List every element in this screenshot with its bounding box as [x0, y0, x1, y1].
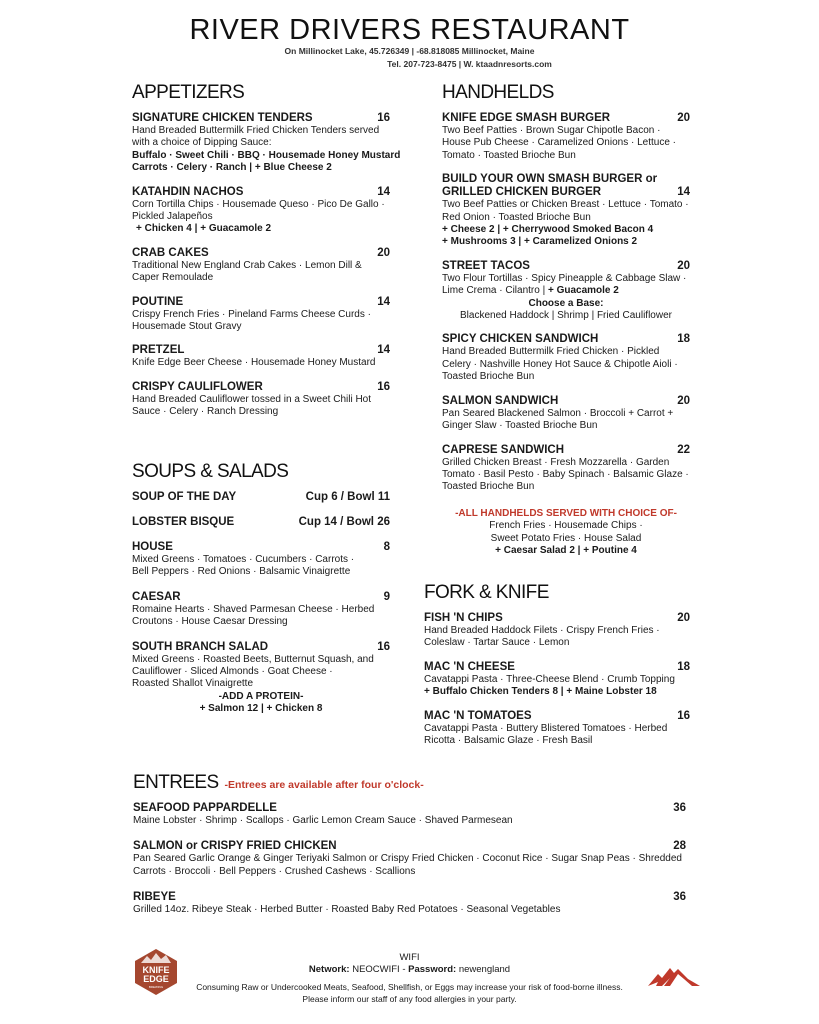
wifi-heading: WIFI [399, 952, 420, 963]
food-warning: Consuming Raw or Undercooked Meats, Seafood, Shellfish, or Eggs may increase your risk of food-borne illness. [196, 982, 623, 992]
item-description: Sauce · Celery · Ranch Dressing [132, 406, 279, 418]
section-title-text: SOUPS & SALADS [132, 461, 289, 482]
svg-text:KNIFE: KNIFE [142, 965, 170, 975]
item-description: Mixed Greens · Roasted Beets, Butternut Squash, and [132, 653, 374, 665]
item-description: Ricotta · Balsamic Glaze · Fresh Basil [424, 735, 593, 747]
item-name: KNIFE EDGE SMASH BURGER [442, 112, 611, 124]
menu-item [442, 173, 690, 249]
svg-text:BREWING: BREWING [148, 985, 164, 989]
item-name: POUTINE [132, 295, 184, 308]
served-with-option: French Fries · Housemade Chips · [489, 520, 643, 532]
item-name-row [132, 591, 390, 604]
section-title [424, 582, 690, 604]
item-name-row [132, 296, 390, 309]
item-name-row [132, 491, 390, 504]
item-description: Tomato · Basil Pesto · Baby Spinach · Balsamic Glaze · [442, 468, 689, 480]
menu-item [133, 891, 686, 916]
menu-item [132, 186, 390, 236]
item-name-row [132, 641, 390, 654]
entrees-section [133, 772, 686, 930]
item-description: Ginger Slaw · Toasted Brioche Bun [442, 420, 598, 432]
item-description: Knife Edge Beer Cheese · Housemade Honey Mustard [132, 357, 376, 369]
item-description: Hand Breaded Buttermilk Fried Chicken · Pickled [442, 346, 660, 358]
add-on-text: + Chicken 4 | + Guacamole 2 [136, 223, 272, 235]
description-text: Lime Crema · Cilantro | [442, 285, 548, 297]
add-on-text: + Cheese 2 | + Cherrywood Smoked Bacon 4 [442, 224, 654, 236]
item-price: Cup 14 / Bowl 26 [298, 516, 390, 528]
item-name-row [442, 333, 690, 346]
add-on-text: Carrots · Celery · Ranch | + Blue Cheese 2 [132, 162, 332, 174]
network-name: NEOCWIFI - [349, 964, 409, 975]
served-with-option: + Caesar Salad 2 | + Poutine 4 [495, 544, 637, 556]
item-description: Crispy French Fries · Pineland Farms Cheese Curds · [132, 308, 371, 320]
item-name: SPICY CHICKEN SANDWICH [442, 333, 599, 346]
section-note: -Entrees are available after four o'clock- [224, 779, 424, 791]
item-price: 16 [377, 380, 390, 393]
item-price: 14 [377, 295, 390, 308]
item-name: KATAHDIN NACHOS [132, 185, 244, 198]
item-name: SOUP OF THE DAY [132, 491, 237, 503]
item-price: 18 [677, 660, 690, 673]
appetizers-section [132, 82, 401, 430]
item-description: Romaine Hearts · Shaved Parmesan Cheese · Herbed [132, 603, 375, 615]
item-name: GRILLED CHICKEN BURGER [442, 186, 602, 199]
section-title-text: ENTREES [133, 772, 219, 793]
item-price: 22 [677, 443, 690, 456]
item-description: Cavatappi Pasta · Buttery Blistered Tomatoes · Herbed [424, 722, 668, 734]
item-description: Toasted Brioche Bun [442, 481, 535, 493]
menu-item [132, 247, 390, 285]
item-price: 20 [677, 612, 690, 624]
item-name-row [132, 186, 390, 199]
add-on-text: Buffalo · Sweet Chili · BBQ · Housemade Honey Mustard [132, 149, 401, 161]
item-description: Cavatappi Pasta · Three-Cheese Blend · Crumb Topping [424, 673, 675, 685]
item-name: RIBEYE [133, 891, 176, 904]
item-description: Roasted Shallot Vinaigrette [132, 678, 254, 690]
add-on-text: + Guacamole 2 [547, 285, 619, 297]
item-description: Grilled 14oz. Ribeye Steak · Herbed Butter · Roasted Baby Red Potatoes · Seasonal Vegetables [133, 904, 561, 916]
menu-item [132, 344, 390, 369]
item-price: 20 [677, 112, 690, 124]
item-price: 9 [383, 590, 390, 603]
item-description: Carrots · Broccoli · Bell Peppers · Crushed Cashews · Scallions [133, 865, 416, 877]
password-value: newengland [456, 964, 511, 975]
item-name: MAC 'N CHEESE [424, 660, 515, 673]
item-name-row [424, 612, 690, 625]
menu-item [424, 612, 690, 650]
item-description: Celery · Nashville Honey Hot Sauce & Chipotle Aioli · [442, 358, 678, 370]
item-description: Croutons · House Caesar Dressing [132, 616, 288, 628]
item-name: FISH 'N CHIPS [424, 612, 503, 624]
item-name-row [442, 173, 690, 186]
item-name: HOUSE [132, 541, 173, 553]
item-description [442, 285, 690, 297]
menu-item [132, 381, 390, 419]
item-description: Cauliflower · Sliced Almonds · Goat Cheese · [132, 666, 333, 678]
option-list: Blackened Haddock | Shrimp | Fried Cauliflower [460, 310, 672, 322]
item-name-row [132, 516, 390, 529]
item-name: SALMON or CRISPY FRIED CHICKEN [133, 840, 337, 853]
section-title-text: HANDHELDS [442, 82, 554, 103]
item-name-row [132, 247, 390, 260]
item-description: Pickled Jalapeños [132, 211, 213, 223]
item-name-row [424, 710, 690, 723]
item-price: 14 [677, 186, 690, 199]
item-name: CRISPY CAULIFLOWER [132, 380, 263, 393]
item-description: Housemade Stout Gravy [132, 321, 242, 333]
svg-text:EDGE: EDGE [143, 974, 169, 984]
menu-item [442, 260, 690, 323]
item-name: BUILD YOUR OWN SMASH BURGER or [442, 173, 658, 186]
footer [0, 952, 819, 1005]
item-name-row [442, 186, 690, 199]
item-name: CRAB CAKES [132, 246, 209, 259]
item-description: Tomato · Toasted Brioche Bun [442, 149, 576, 161]
item-description: Hand Breaded Cauliflower tossed in a Sweet Chili Hot [132, 393, 372, 405]
section-title-text: APPETIZERS [132, 82, 245, 103]
item-description: Hand Breaded Haddock Filets · Crispy French Fries · [424, 625, 660, 636]
section-title [133, 772, 686, 794]
item-name-row [132, 381, 390, 394]
item-price: 16 [377, 640, 390, 653]
item-name-row [442, 444, 690, 457]
handhelds-section [442, 82, 690, 557]
item-description: Two Flour Tortillas · Spicy Pineapple & Cabbage Slaw · [442, 272, 687, 284]
menu-item [132, 112, 401, 175]
item-description: Corn Tortilla Chips · Housemade Queso · Pico De Gallo · [132, 198, 385, 210]
item-description: Pan Seared Blackened Salmon · Broccoli + Carrot + [442, 407, 674, 419]
item-name-row [442, 260, 690, 273]
item-description: Coleslaw · Tartar Sauce · Lemon [424, 637, 570, 649]
item-price: 14 [377, 344, 390, 357]
menu-item [442, 112, 690, 162]
item-price: 18 [677, 333, 690, 346]
item-name: SIGNATURE CHICKEN TENDERS [132, 112, 313, 124]
contact-info: Tel. 207-723-8475 | W. ktaadnresorts.com [387, 59, 552, 69]
item-name-row [442, 112, 690, 125]
item-name-row [424, 661, 690, 674]
option-heading: Choose a Base: [528, 297, 604, 309]
item-description: with a choice of Dipping Sauce: [132, 137, 272, 149]
item-name: MAC 'N TOMATOES [424, 709, 532, 722]
menu-item [132, 591, 390, 629]
item-name: CAPRESE SANDWICH [442, 443, 565, 456]
item-price: 16 [677, 709, 690, 722]
item-price: 8 [383, 541, 390, 553]
item-description: Traditional New England Crab Cakes · Lemon Dill & [132, 259, 362, 271]
option-heading: -ADD A PROTEIN- [218, 690, 304, 702]
item-price: Cup 6 / Bowl 11 [305, 491, 390, 503]
item-price: 36 [673, 802, 686, 814]
section-title [132, 461, 390, 483]
restaurant-title: RIVER DRIVERS RESTAURANT [189, 14, 630, 46]
section-title [442, 82, 690, 104]
item-description: Grilled Chicken Breast · Fresh Mozzarella · Garden [442, 456, 670, 468]
add-on-text: + Buffalo Chicken Tenders 8 | + Maine Lobster 18 [424, 686, 657, 698]
item-price: 20 [677, 259, 690, 272]
item-price: 28 [673, 840, 686, 853]
item-description: Mixed Greens · Tomatoes · Cucumbers · Carrots · [132, 554, 355, 565]
menu-item [424, 661, 690, 699]
password-label: Password: [408, 964, 457, 975]
allergy-notice: Please inform our staff of any food allergies in your party. [302, 994, 517, 1004]
item-description: Two Beef Patties · Brown Sugar Chipotle Bacon · [442, 125, 661, 136]
item-name-row [133, 840, 686, 853]
item-name: PRETZEL [132, 344, 185, 357]
item-price: 14 [377, 185, 390, 198]
soups-salads-section [132, 461, 390, 728]
item-name: SALMON SANDWICH [442, 394, 559, 407]
item-name-row [132, 541, 390, 554]
item-description: Bell Peppers · Red Onions · Balsamic Vinaigrette [132, 566, 351, 578]
section-title [132, 82, 390, 104]
fork-knife-section [424, 582, 690, 758]
network-label: Network: [308, 964, 350, 975]
item-name-row [133, 891, 686, 904]
item-name: LOBSTER BISQUE [132, 516, 235, 528]
item-name-row [132, 112, 390, 125]
section-title-text: FORK & KNIFE [424, 582, 549, 603]
menu-item [132, 491, 390, 504]
item-description: Maine Lobster · Shrimp · Scallops · Garlic Lemon Cream Sauce · Shaved Parmesean [133, 815, 513, 826]
menu-item [132, 641, 390, 716]
item-price: 20 [377, 246, 390, 259]
item-name-row [133, 802, 686, 815]
item-name: SOUTH BRANCH SALAD [132, 640, 269, 653]
menu-item [132, 541, 390, 579]
menu-item [132, 516, 390, 529]
menu-item [442, 333, 690, 383]
item-description: Two Beef Patties or Chicken Breast · Lettuce · Tomato · [442, 199, 689, 211]
served-with-note [442, 508, 690, 558]
item-price: 20 [677, 394, 690, 407]
menu-item [442, 444, 690, 494]
menu-item [424, 710, 690, 748]
item-name-row [132, 344, 390, 357]
item-description: Hand Breaded Buttermilk Fried Chicken Tenders served [132, 125, 380, 136]
address: On Millinocket Lake, 45.726349 | -68.818085 Millinocket, Maine [284, 46, 535, 56]
option-heading: + Salmon 12 | + Chicken 8 [199, 703, 323, 715]
item-description: Red Onion · Toasted Brioche Bun [442, 211, 591, 223]
item-price: 36 [673, 891, 686, 904]
item-description: Pan Seared Garlic Orange & Ginger Teriyaki Salmon or Crispy Fried Chicken · Coconut Rice · Sugar Snap Peas · Shredded [133, 853, 682, 865]
item-description: Toasted Brioche Bun [442, 371, 535, 383]
item-description: House Pub Cheese · Caramelized Onions · Lettuce · [442, 137, 677, 149]
item-name: CAESAR [132, 590, 181, 603]
menu-item [132, 296, 390, 334]
item-name: STREET TACOS [442, 259, 530, 272]
item-description: Caper Remoulade [132, 272, 214, 284]
menu-item [133, 840, 686, 878]
item-name: SEAFOOD PAPPARDELLE [133, 802, 277, 814]
menu-item [442, 395, 690, 433]
menu-item [133, 802, 686, 827]
add-on-text: + Mushrooms 3 | + Caramelized Onions 2 [442, 236, 638, 248]
wifi-credentials [0, 964, 819, 976]
served-with-option: Sweet Potato Fries · House Salad [490, 532, 642, 544]
served-with-title: -ALL HANDHELDS SERVED WITH CHOICE OF- [455, 507, 677, 519]
item-name-row [442, 395, 690, 408]
item-price: 16 [377, 112, 390, 124]
